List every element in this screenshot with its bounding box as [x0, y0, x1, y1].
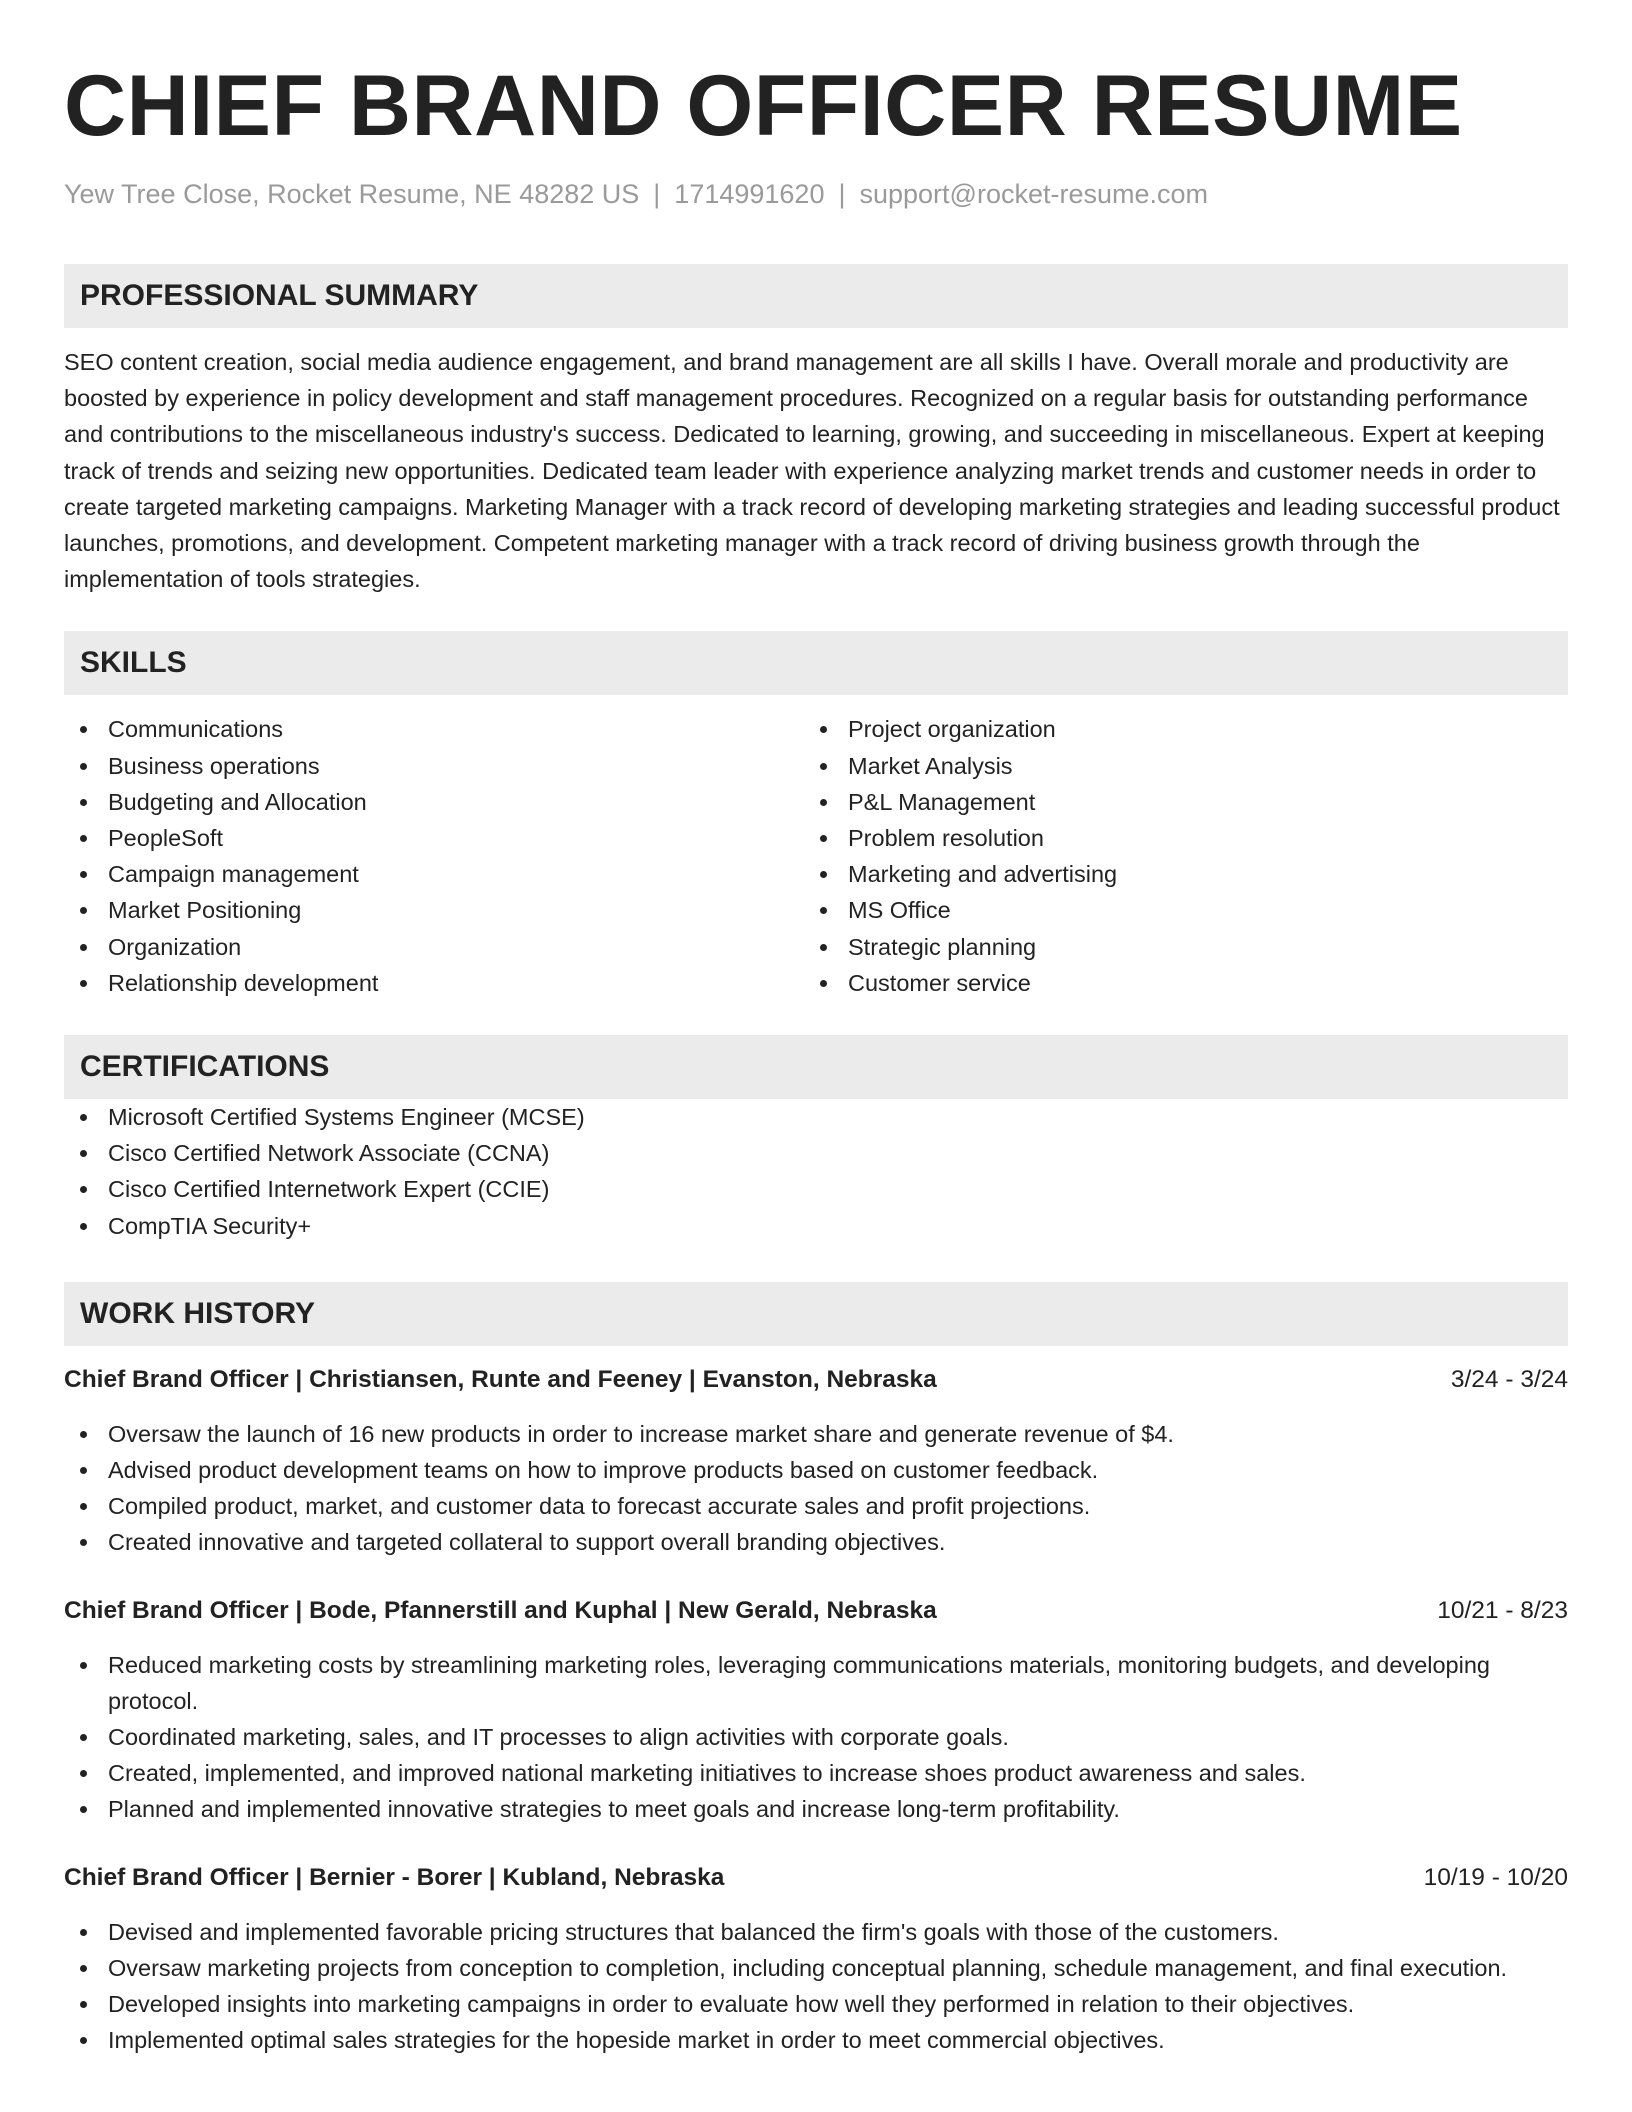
- section-header-skills: SKILLS: [64, 631, 1568, 695]
- job-dates: 3/24 - 3/24: [1450, 1365, 1568, 1393]
- contact-phone: 1714991620: [674, 179, 825, 209]
- job-bullet: Devised and implemented favorable pricing structures that balanced the firm's goals with those of the customers.: [64, 1914, 1568, 1950]
- job-bullets: [64, 1416, 1568, 1561]
- skills-left-column: [64, 711, 804, 1001]
- job-bullet: Developed insights into marketing campaigns in order to evaluate how well they performed in relation to their objectives.: [64, 1986, 1568, 2022]
- skill-item: Problem resolution: [804, 820, 1544, 856]
- skill-item: MS Office: [804, 892, 1544, 928]
- job-bullet: Advised product development teams on how to improve products based on customer feedback.: [64, 1452, 1568, 1488]
- job-title: Chief Brand Officer | Bode, Pfannerstill and Kuphal | New Gerald, Nebraska: [64, 1596, 937, 1624]
- job-bullet: Created innovative and targeted collateral to support overall branding objectives.: [64, 1524, 1568, 1560]
- skills-grid: [64, 711, 1568, 1001]
- job-header: [64, 1593, 1568, 1629]
- summary-text: SEO content creation, social media audience engagement, and brand management are all skills I have. Overall morale and productivity are boosted by experience in policy development and staff management procedures. Recognized on a regular basis for outstanding performance and contributions to the miscellaneous industry's success. Dedicated to learning, growing, and succeeding in miscellaneous. Expert at keeping track of trends and seizing new opportunities. Dedicated team leader with experience analyzing market trends and customer needs in order to create targeted marketing campaigns. Marketing Manager with a track record of developing marketing strategies and leading successful product launches, promotions, and development. Competent marketing manager with a track record of driving business growth through the implementation of tools strategies.: [64, 349, 1560, 593]
- skill-item: Strategic planning: [804, 929, 1544, 965]
- job-bullet: Oversaw the launch of 16 new products in order to increase market share and generate revenue of $4.: [64, 1416, 1568, 1452]
- job-bullet: Created, implemented, and improved national marketing initiatives to increase shoes product awareness and sales.: [64, 1755, 1568, 1791]
- job-entry: [64, 1593, 1568, 1828]
- certification-item: CompTIA Security+: [64, 1208, 1568, 1244]
- job-bullets: [64, 1914, 1568, 2059]
- contact-address: Yew Tree Close, Rocket Resume, NE 48282 US: [64, 179, 640, 209]
- skill-item: P&L Management: [804, 784, 1544, 820]
- job-bullet: Oversaw marketing projects from conception to completion, including conceptual planning, schedule management, and final execution.: [64, 1950, 1568, 1986]
- job-dates: 10/21 - 8/23: [1437, 1596, 1568, 1624]
- skill-item: Market Analysis: [804, 748, 1544, 784]
- skill-item: Market Positioning: [64, 892, 804, 928]
- job-header: [64, 1860, 1568, 1896]
- section-header-certifications: CERTIFICATIONS: [64, 1035, 1568, 1099]
- contact-separator: |: [838, 179, 846, 209]
- job-bullet: Compiled product, market, and customer data to forecast accurate sales and profit projections.: [64, 1488, 1568, 1524]
- skill-item: Project organization: [804, 711, 1544, 747]
- contact-line: [64, 176, 1568, 212]
- work-history: [64, 1362, 1568, 2059]
- section-header-work-history: WORK HISTORY: [64, 1282, 1568, 1346]
- skills-right-column: [804, 711, 1544, 1001]
- skill-item: Campaign management: [64, 856, 804, 892]
- job-title: Chief Brand Officer | Bernier - Borer | Kubland, Nebraska: [64, 1863, 725, 1891]
- skill-item: Budgeting and Allocation: [64, 784, 804, 820]
- job-title: Chief Brand Officer | Christiansen, Runte and Feeney | Evanston, Nebraska: [64, 1365, 937, 1393]
- certification-item: Cisco Certified Network Associate (CCNA): [64, 1135, 1568, 1171]
- job-entry: [64, 1362, 1568, 1561]
- job-entry: [64, 1860, 1568, 2059]
- contact-separator: |: [653, 179, 661, 209]
- job-bullet: Reduced marketing costs by streamlining marketing roles, leveraging communications materials, monitoring budgets, and developing protocol.: [64, 1647, 1568, 1719]
- job-bullet: Implemented optimal sales strategies for the hopeside market in order to meet commercial objectives.: [64, 2022, 1568, 2058]
- skill-item: PeopleSoft: [64, 820, 804, 856]
- job-bullet: Coordinated marketing, sales, and IT processes to align activities with corporate goals.: [64, 1719, 1568, 1755]
- resume-title: CHIEF BRAND OFFICER RESUME: [64, 58, 1463, 154]
- certification-item: Microsoft Certified Systems Engineer (MCSE): [64, 1099, 1568, 1135]
- skill-item: Customer service: [804, 965, 1544, 1001]
- contact-email: support@rocket-resume.com: [859, 179, 1209, 209]
- skill-item: Organization: [64, 929, 804, 965]
- job-bullet: Planned and implemented innovative strategies to meet goals and increase long-term profitability.: [64, 1791, 1568, 1827]
- job-dates: 10/19 - 10/20: [1423, 1863, 1568, 1891]
- certification-item: Cisco Certified Internetwork Expert (CCIE): [64, 1171, 1568, 1207]
- skill-item: Marketing and advertising: [804, 856, 1544, 892]
- section-header-summary: PROFESSIONAL SUMMARY: [64, 264, 1568, 328]
- skill-item: Communications: [64, 711, 804, 747]
- job-bullets: [64, 1647, 1568, 1828]
- skill-item: Business operations: [64, 748, 804, 784]
- job-header: [64, 1362, 1568, 1398]
- certifications-list: [64, 1099, 1568, 1244]
- skill-item: Relationship development: [64, 965, 804, 1001]
